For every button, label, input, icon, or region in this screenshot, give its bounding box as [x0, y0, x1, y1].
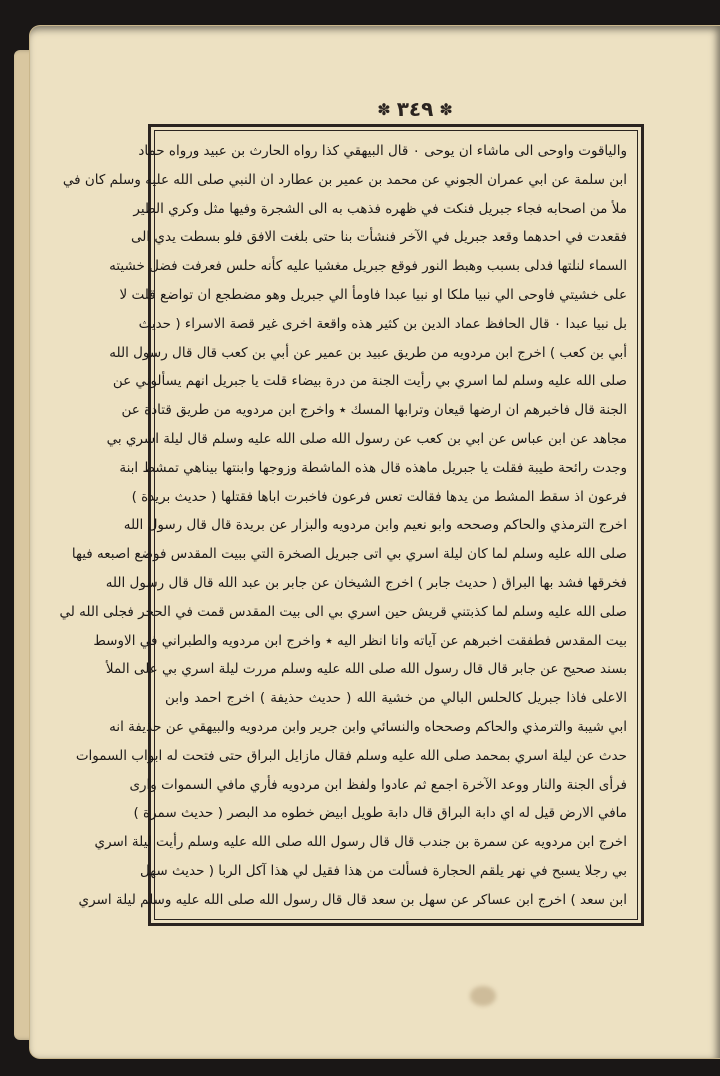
text-line: فقعدت في احدهما وقعد جبريل في الآخر فنشأت بنا حتى بلغت الافق فلو بسطت يدي الى [131, 229, 627, 246]
text-line: فرأى الجنة والنار ووعد الآخرة اجمع ثم عادوا ولفظ ابن مردويه فأري مافي السموات وارى [129, 776, 627, 793]
text-line: وجدت رائحة طيبة فقلت يا جبريل ماهذه قال هذه الماشطة وزوجها وابنتها بيناهي تمشط ابنة [119, 459, 627, 476]
text-line: والياقوت واوحى الى ماشاء ان يوحى ٠ قال البيهقي كذا رواه الحارث بن عبيد ورواه حماد [138, 143, 627, 159]
text-line: صلى الله عليه وسلم لما كان ليلة اسري بي اتى جبريل الصخرة التي ببيت المقدس فوضع اصبعه فيها [71, 546, 627, 563]
text-line: على خشيتي فاوحى الي نبيا ملكا او نبيا عبدا فاومأ الي جبريل وهو مضطجع ان تواضع قلت لا [119, 286, 627, 303]
text-line: فخرقها فشد بها البراق ( حديث جابر ) اخرج الشيخان عن جابر بن عبد الله قال قال رسول الله [105, 574, 627, 591]
ornament-right-icon: ✽ [439, 99, 453, 119]
text-line: صلى الله عليه وسلم لما اسري بي رأيت الجنة من درة بيضاء قلت يا جبريل انهم يسألوني عن [112, 373, 627, 390]
text-line: الاعلى فاذا جبريل كالحلس البالي من خشية الله ( حديث حذيفة ) اخرج احمد وابن [165, 690, 627, 707]
text-line: صلى الله عليه وسلم لما كذبتني قريش حين اسري بي الى بيت المقدس قمت في الحجر فجلى الله لي [59, 603, 627, 620]
text-line: حدث عن ليلة اسري بمحمد صلى الله عليه وسلم فقال مازايل البراق حتى فتحت له ابواب السموات [75, 747, 627, 764]
text-block [59, 137, 627, 915]
text-line: ملأ من اصحابه فجاء جبريل فنكت في ظهره فذهب به الى الشجرة وفيها مثل وكري الطير [133, 200, 627, 217]
page-number: ٣٤٩ [396, 97, 434, 121]
text-line: بي رجلا يسبح في نهر يلقم الحجارة فسألت من هذا فقيل لي هذا آكل الربا ( حديث سهل [139, 862, 627, 879]
page-header [360, 94, 470, 124]
text-line: بيت المقدس فطفقت اخبرهم عن آياته وانا انظر اليه ٭ واخرج ابن مردويه والطبراني في الاوسط [93, 632, 627, 649]
text-line: اخرج ابن مردويه عن سمرة بن جندب قال قال رسول الله صلى الله عليه وسلم رأيت ليلة اسري [94, 834, 627, 851]
text-line: ابن سلمة عن ابي عمران الجوني عن محمد بن عمير بن عطارد ان النبي صلى الله عليه وسلم كان في [62, 171, 627, 188]
text-line: بسند صحيح عن جابر قال قال رسول الله صلى الله عليه وسلم مررت ليلة اسري بي على الملأ [105, 661, 627, 678]
page-stain [470, 986, 496, 1006]
text-line: السماء لنلتها فدلى بسبب وهبط النور فوقع جبريل مغشيا عليه كأنه حلس فعرفت فضل خشيته [109, 258, 627, 275]
text-line: اخرج الترمذي والحاكم وصححه وابو نعيم وابن مردويه والبزار عن بريدة قال قال رسول الله [123, 517, 627, 534]
text-line: فرعون اذ سقط المشط من يدها فقالت تعس فرعون فاخبرت اباها فقتلها ( حديث بريدة ) [131, 488, 627, 505]
text-line: ابي شيبة والترمذي والحاكم وصححاه والنسائي وابن جرير وابن مردويه والبيهقي عن حذيفة انه [109, 718, 627, 735]
text-line: بل نبيا عبدا ٠ قال الحافظ عماد الدين بن كثير هذه واقعة اخرى غير قصة الاسراء ( حديث [138, 315, 627, 332]
text-line: مافي الارض قيل له اي دابة البراق قال دابة طويل ابيض خطوه مد البصر ( حديث سمرة ) [133, 805, 627, 822]
text-line: ابن سعد ) اخرج ابن عساكر عن سهل بن سعد قال قال رسول الله صلى الله عليه وسلم ليلة اسري [78, 891, 627, 908]
text-line: الجنة قال فاخبرهم ان ارضها قيعان وترابها المسك ٭ واخرج ابن مردويه من طريق قتادة عن [121, 402, 627, 419]
ornament-left-icon: ✽ [377, 99, 391, 119]
text-line: مجاهد عن ابن عباس عن ابي بن كعب عن رسول الله صلى الله عليه وسلم قال ليلة اسري بي [106, 430, 627, 447]
text-line: أبي بن كعب ) اخرج ابن مردويه من طريق عبيد بن عمير عن أبي بن كعب قال قال رسول الله [109, 344, 627, 361]
text-frame [59, 124, 644, 926]
